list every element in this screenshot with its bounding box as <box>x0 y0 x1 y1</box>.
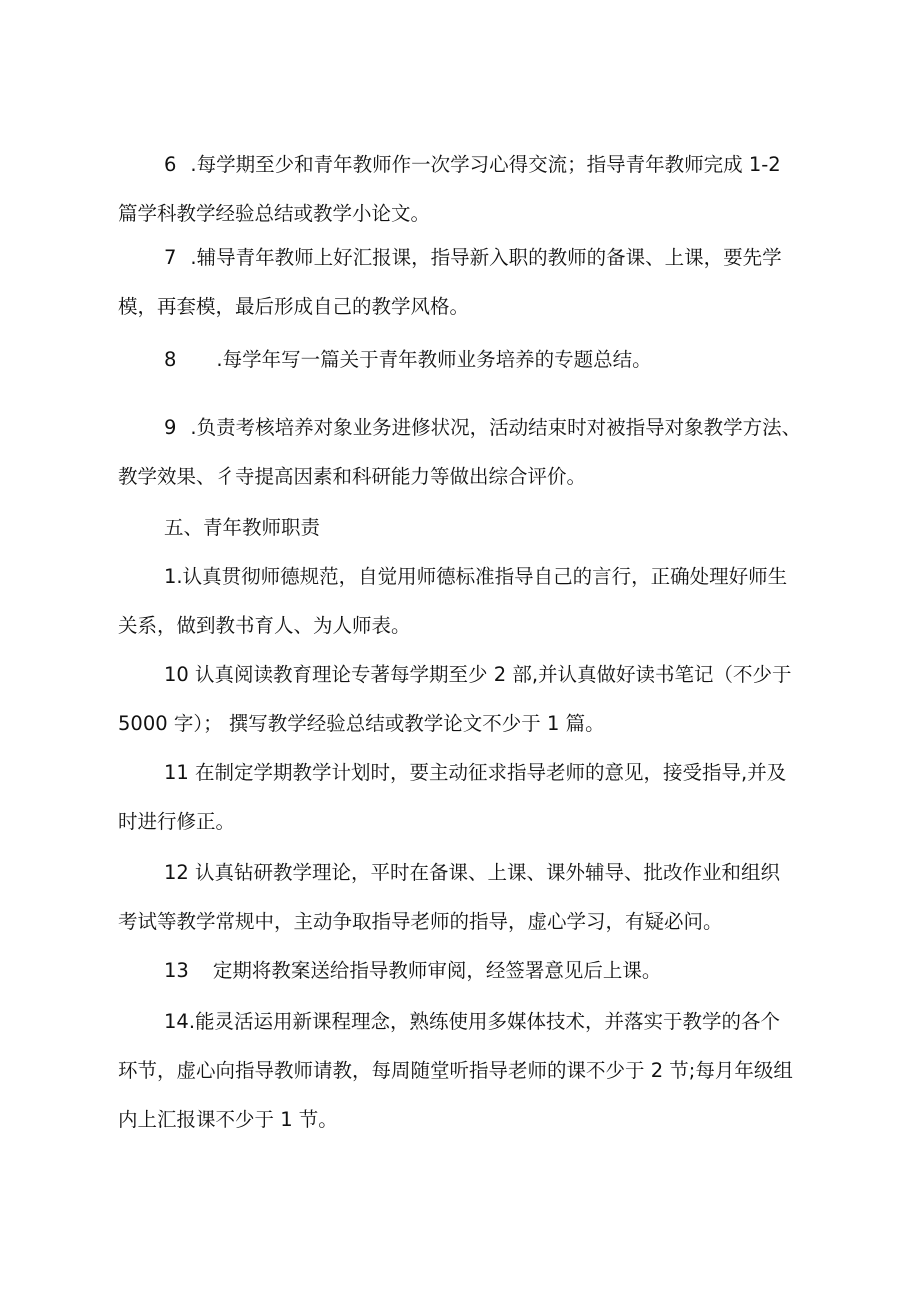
item-text: 14.能灵活运用新课程理念，熟练使用多媒体技术，并落实于教学的各个 <box>164 1010 781 1033</box>
item-number: 9 <box>164 416 177 439</box>
list-item <box>118 233 808 331</box>
item-number: 6 <box>164 153 177 176</box>
item-text: 10 认真阅读教育理论专著每学期至少 2 部,并认真做好读书笔记（不少于 <box>164 663 792 686</box>
item-text: 关系，做到教书育人、为人师表。 <box>118 614 411 637</box>
item-number: 13 <box>164 959 189 982</box>
list-item <box>118 552 808 650</box>
item-text: 考试等教学常规中，主动争取指导老师的指导，虚心学习，有疑必问。 <box>118 910 723 933</box>
item-text: 模，再套模，最后形成自己的教学风格。 <box>118 295 470 318</box>
section-heading: 五、青年教师职责 <box>164 516 321 539</box>
item-text: 教学效果、彳寺提高因素和科研能力等做出综合评价。 <box>118 465 587 488</box>
list-item <box>118 140 808 238</box>
list-item <box>118 748 808 846</box>
item-text: .负责考核培养对象业务进修状况，活动结束时对被指导对象教学方法、 <box>190 416 802 439</box>
item-text: 内上汇报课不少于 1 节。 <box>118 1108 338 1131</box>
item-text: .辅导青年教师上好汇报课，指导新入职的教师的备课、上课，要先学 <box>190 246 782 269</box>
item-number: 7 <box>164 246 177 269</box>
item-text: 5000 字）； 撰写教学经验总结或教学论文不少于 1 篇。 <box>118 712 605 735</box>
list-item <box>118 335 808 384</box>
item-text: 篇学科教学经验总结或教学小论文。 <box>118 202 431 225</box>
list-item <box>118 848 808 946</box>
list-item <box>118 650 808 748</box>
item-text: 11 在制定学期教学计划时，要主动征求指导老师的意见，接受指导,并及 <box>164 761 787 784</box>
item-text: 环节，虚心向指导教师请教，每周随堂听指导老师的课不少于 2 节;每月年级组 <box>118 1059 793 1082</box>
list-item <box>118 997 808 1144</box>
item-number: 8 <box>164 348 177 371</box>
list-item <box>118 946 808 995</box>
item-text: 定期将教案送给指导教师审阅，经签署意见后上课。 <box>212 959 662 982</box>
item-text: .每学期至少和青年教师作一次学习心得交流；指导青年教师完成 1-2 <box>190 153 781 176</box>
item-text: 时进行修正。 <box>118 810 236 833</box>
item-text: .每学年写一篇关于青年教师业务培养的专题总结。 <box>216 348 652 371</box>
list-item <box>118 403 808 501</box>
item-text: 1.认真贯彻师德规范，自觉用师德标准指导自己的言行，正确处理好师生 <box>164 565 788 588</box>
item-text: 12 认真钻研教学理论，平时在备课、上课、课外辅导、批改作业和组织 <box>164 861 781 884</box>
